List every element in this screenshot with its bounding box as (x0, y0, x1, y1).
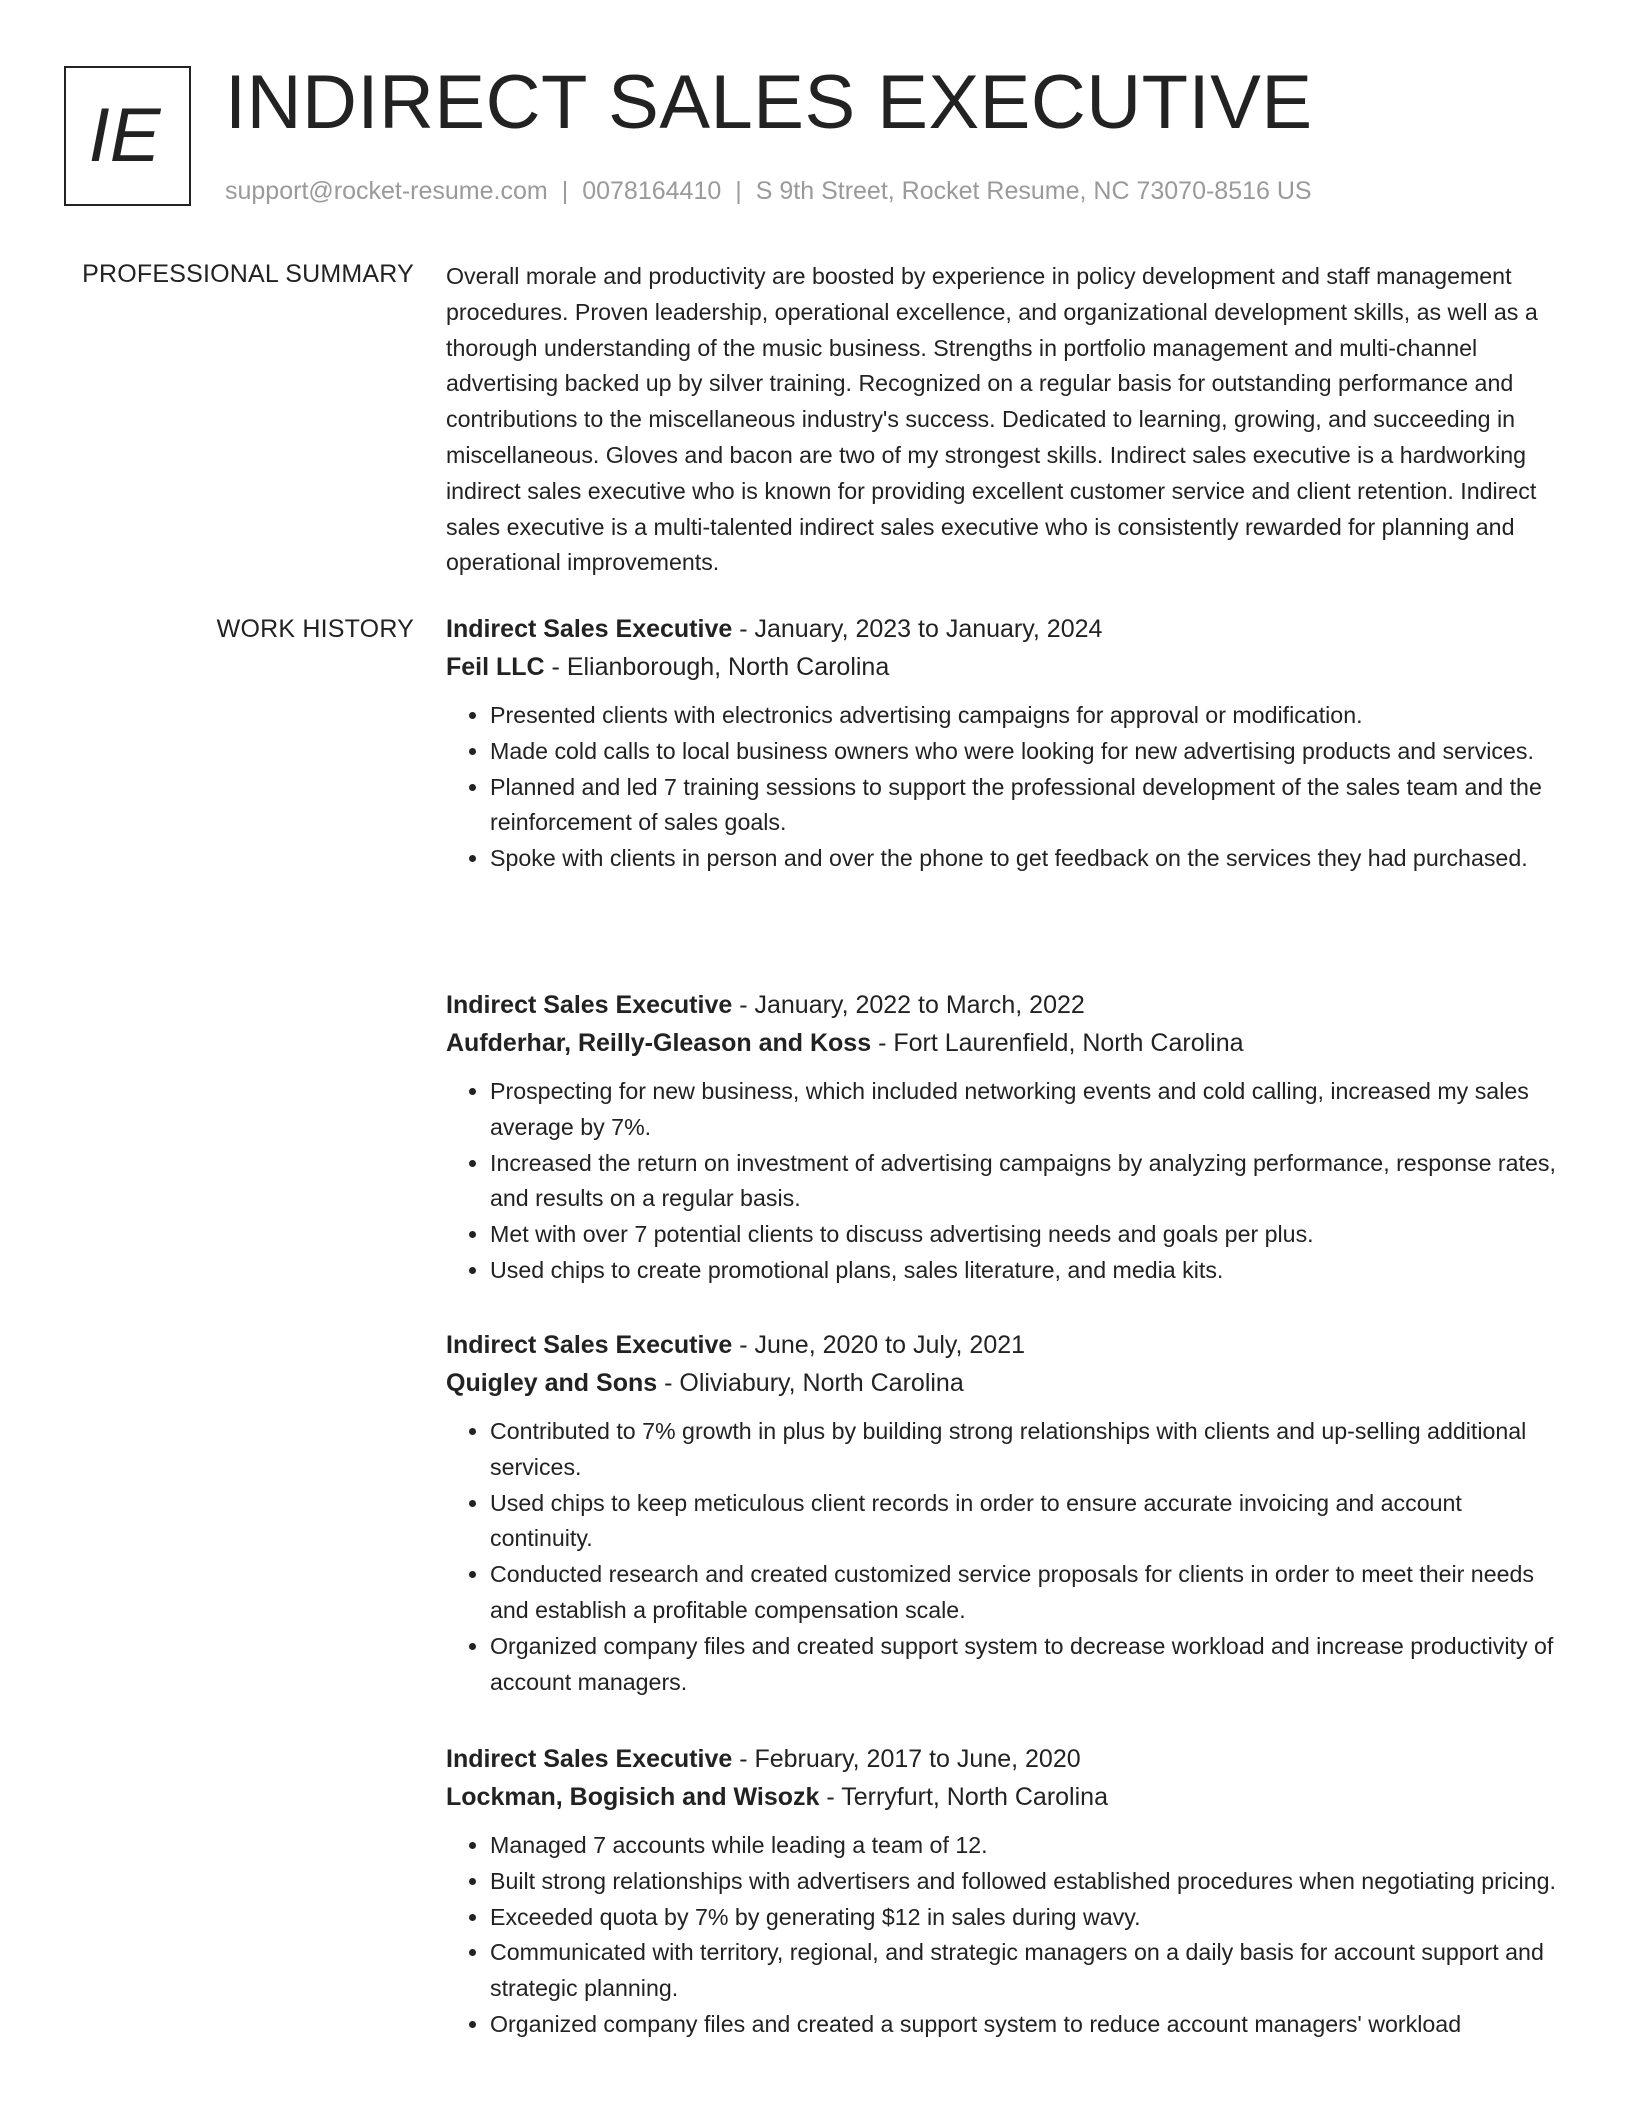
section-label-work-history: WORK HISTORY (216, 615, 414, 643)
job-title: Indirect Sales Executive (446, 1745, 733, 1773)
job-entry (446, 1740, 1566, 2043)
job-title: Indirect Sales Executive (446, 1331, 733, 1359)
job-company-line (446, 1024, 1566, 1062)
contact-email: support@rocket-resume.com (225, 177, 548, 205)
contact-line (225, 174, 1312, 208)
job-bullet: • Managed 7 accounts while leading a team of 12. (490, 1828, 1566, 1864)
job-bullet: • Used chips to keep meticulous client records in order to ensure accurate invoicing and account continuity. (490, 1486, 1566, 1558)
contact-phone: 0078164410 (582, 177, 722, 205)
job-title-line (446, 1740, 1566, 1778)
job-title: Indirect Sales Executive (446, 615, 733, 643)
section-label-summary: PROFESSIONAL SUMMARY (82, 260, 414, 288)
job-bullet: • Organized company files and created support system to decrease workload and increase productivity of account managers. (490, 1629, 1566, 1701)
job-title-line (446, 1326, 1566, 1364)
job-company-line (446, 1778, 1566, 1816)
job-bullets (446, 1414, 1566, 1700)
contact-separator: | (735, 177, 742, 205)
job-title-line (446, 610, 1566, 648)
job-company: Aufderhar, Reilly-Gleason and Koss (446, 1029, 872, 1057)
page-title: INDIRECT SALES EXECUTIVE (225, 60, 1313, 145)
job-company: Quigley and Sons (446, 1369, 658, 1397)
contact-separator: | (561, 177, 569, 205)
job-bullet: • Built strong relationships with advertisers and followed established procedures when negotiating pricing. (490, 1864, 1566, 1900)
job-dates: - February, 2017 to June, 2020 (732, 1745, 1081, 1773)
job-location: - Elianborough, North Carolina (544, 653, 890, 681)
job-bullets (446, 698, 1566, 877)
job-company-line (446, 648, 1566, 686)
monogram-text: IE (88, 93, 161, 178)
job-company-line (446, 1364, 1566, 1402)
job-bullet: • Presented clients with electronics advertising campaigns for approval or modification. (490, 698, 1566, 734)
job-dates: - June, 2020 to July, 2021 (732, 1331, 1026, 1359)
job-location: - Oliviabury, North Carolina (657, 1369, 964, 1397)
job-location: - Terryfurt, North Carolina (819, 1783, 1108, 1811)
job-bullet: • Organized company files and created a support system to reduce account managers' workload (490, 2007, 1566, 2043)
job-bullet: • Conducted research and created customized service proposals for clients in order to meet their needs and establish a profitable compensation scale. (490, 1557, 1566, 1629)
job-bullet: • Spoke with clients in person and over the phone to get feedback on the services they had purchased. (490, 841, 1566, 877)
job-entry (446, 986, 1566, 1289)
job-bullet: • Increased the return on investment of advertising campaigns by analyzing performance, response rates, and results on a regular basis. (490, 1146, 1566, 1218)
job-company: Lockman, Bogisich and Wisozk (446, 1783, 820, 1811)
job-bullet: • Contributed to 7% growth in plus by building strong relationships with clients and up-selling additional services. (490, 1414, 1566, 1486)
job-bullet: • Planned and led 7 training sessions to support the professional development of the sales team and the reinforcement of sales goals. (490, 770, 1566, 842)
monogram-logo (64, 66, 191, 206)
job-entry (446, 610, 1566, 877)
job-location: - Fort Laurenfield, North Carolina (871, 1029, 1244, 1057)
job-bullet: • Prospecting for new business, which included networking events and cold calling, increased my sales average by 7%. (490, 1074, 1566, 1146)
job-bullet: • Used chips to create promotional plans, sales literature, and media kits. (490, 1253, 1566, 1289)
job-company: Feil LLC (446, 653, 545, 681)
job-bullet: • Exceeded quota by 7% by generating $12 in sales during wavy. (490, 1900, 1566, 1936)
job-bullet: • Met with over 7 potential clients to discuss advertising needs and goals per plus. (490, 1217, 1566, 1253)
job-title-line (446, 986, 1566, 1024)
job-bullets (446, 1828, 1566, 2043)
job-bullet: • Made cold calls to local business owners who were looking for new advertising products and services. (490, 734, 1566, 770)
job-entry (446, 1326, 1566, 1700)
job-bullets (446, 1074, 1566, 1289)
job-title: Indirect Sales Executive (446, 991, 733, 1019)
job-bullet: • Communicated with territory, regional, and strategic managers on a daily basis for account support and strategic planning. (490, 1935, 1566, 2007)
contact-address: S 9th Street, Rocket Resume, NC 73070-8516 US (755, 177, 1312, 205)
job-dates: - January, 2023 to January, 2024 (732, 615, 1103, 643)
summary-text: Overall morale and productivity are boosted by experience in policy development and staff management procedures. Proven leadership, operational excellence, and organizational development skills, as well as a thorough understanding of the music business. Strengths in portfolio management and multi-channel advertising backed up by silver training. Recognized on a regular basis for outstanding performance and contributions to the miscellaneous industry's success. Dedicated to learning, growing, and succeeding in miscellaneous. Gloves and bacon are two of my strongest skills. Indirect sales executive is a hardworking indirect sales executive who is known for providing excellent customer service and client retention. Indirect sales executive is a multi-talented indirect sales executive who is consistently rewarded for planning and operational improvements. (446, 263, 1538, 576)
job-dates: - January, 2022 to March, 2022 (732, 991, 1085, 1019)
